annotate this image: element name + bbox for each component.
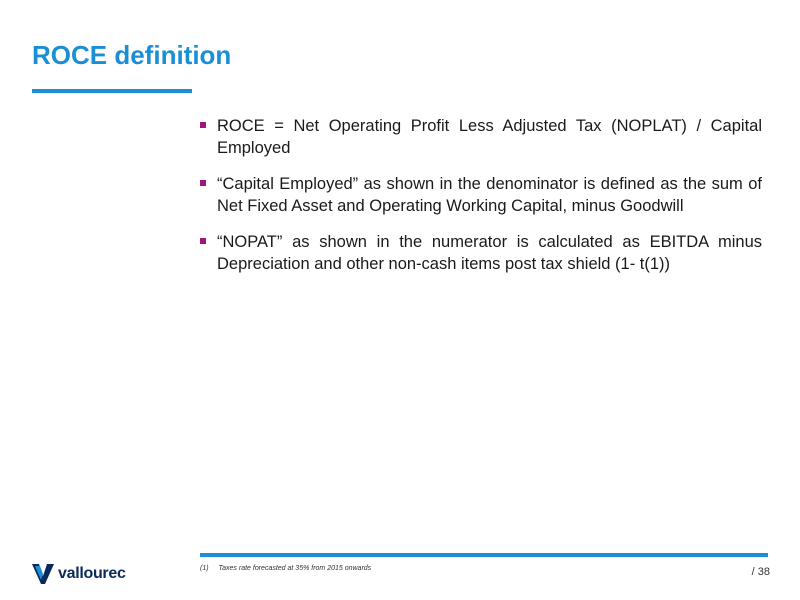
- bullet-item: [200, 173, 762, 217]
- bullet-list: [200, 115, 762, 289]
- bullet-square-icon: [200, 122, 206, 128]
- footnote-number: (1): [200, 565, 209, 572]
- bullet-square-icon: [200, 180, 206, 186]
- footnote: [200, 565, 371, 572]
- slide-title: ROCE definition: [32, 40, 232, 70]
- bullet-item: [200, 115, 762, 159]
- vallourec-logo: [32, 560, 126, 588]
- bullet-square-icon: [200, 238, 206, 244]
- logo-text: vallourec: [58, 565, 126, 582]
- vallourec-v-icon: [32, 562, 54, 586]
- page-number: / 38: [751, 566, 770, 578]
- title-underline: [32, 89, 192, 93]
- footer-rule: [200, 553, 768, 557]
- bullet-text: “Capital Employed” as shown in the denominator is defined as the sum of Net Fixed Asset and Operating Working Capital, minus Goodwill: [217, 175, 762, 215]
- bullet-item: [200, 231, 762, 275]
- bullet-text: ROCE = Net Operating Profit Less Adjusted Tax (NOPLAT) / Capital Employed: [217, 117, 762, 157]
- footnote-text: Taxes rate forecasted at 35% from 2015 onwards: [218, 565, 372, 572]
- bullet-text: “NOPAT” as shown in the numerator is calculated as EBITDA minus Depreciation and other non-cash items post tax shield (1- t(1)): [217, 233, 762, 273]
